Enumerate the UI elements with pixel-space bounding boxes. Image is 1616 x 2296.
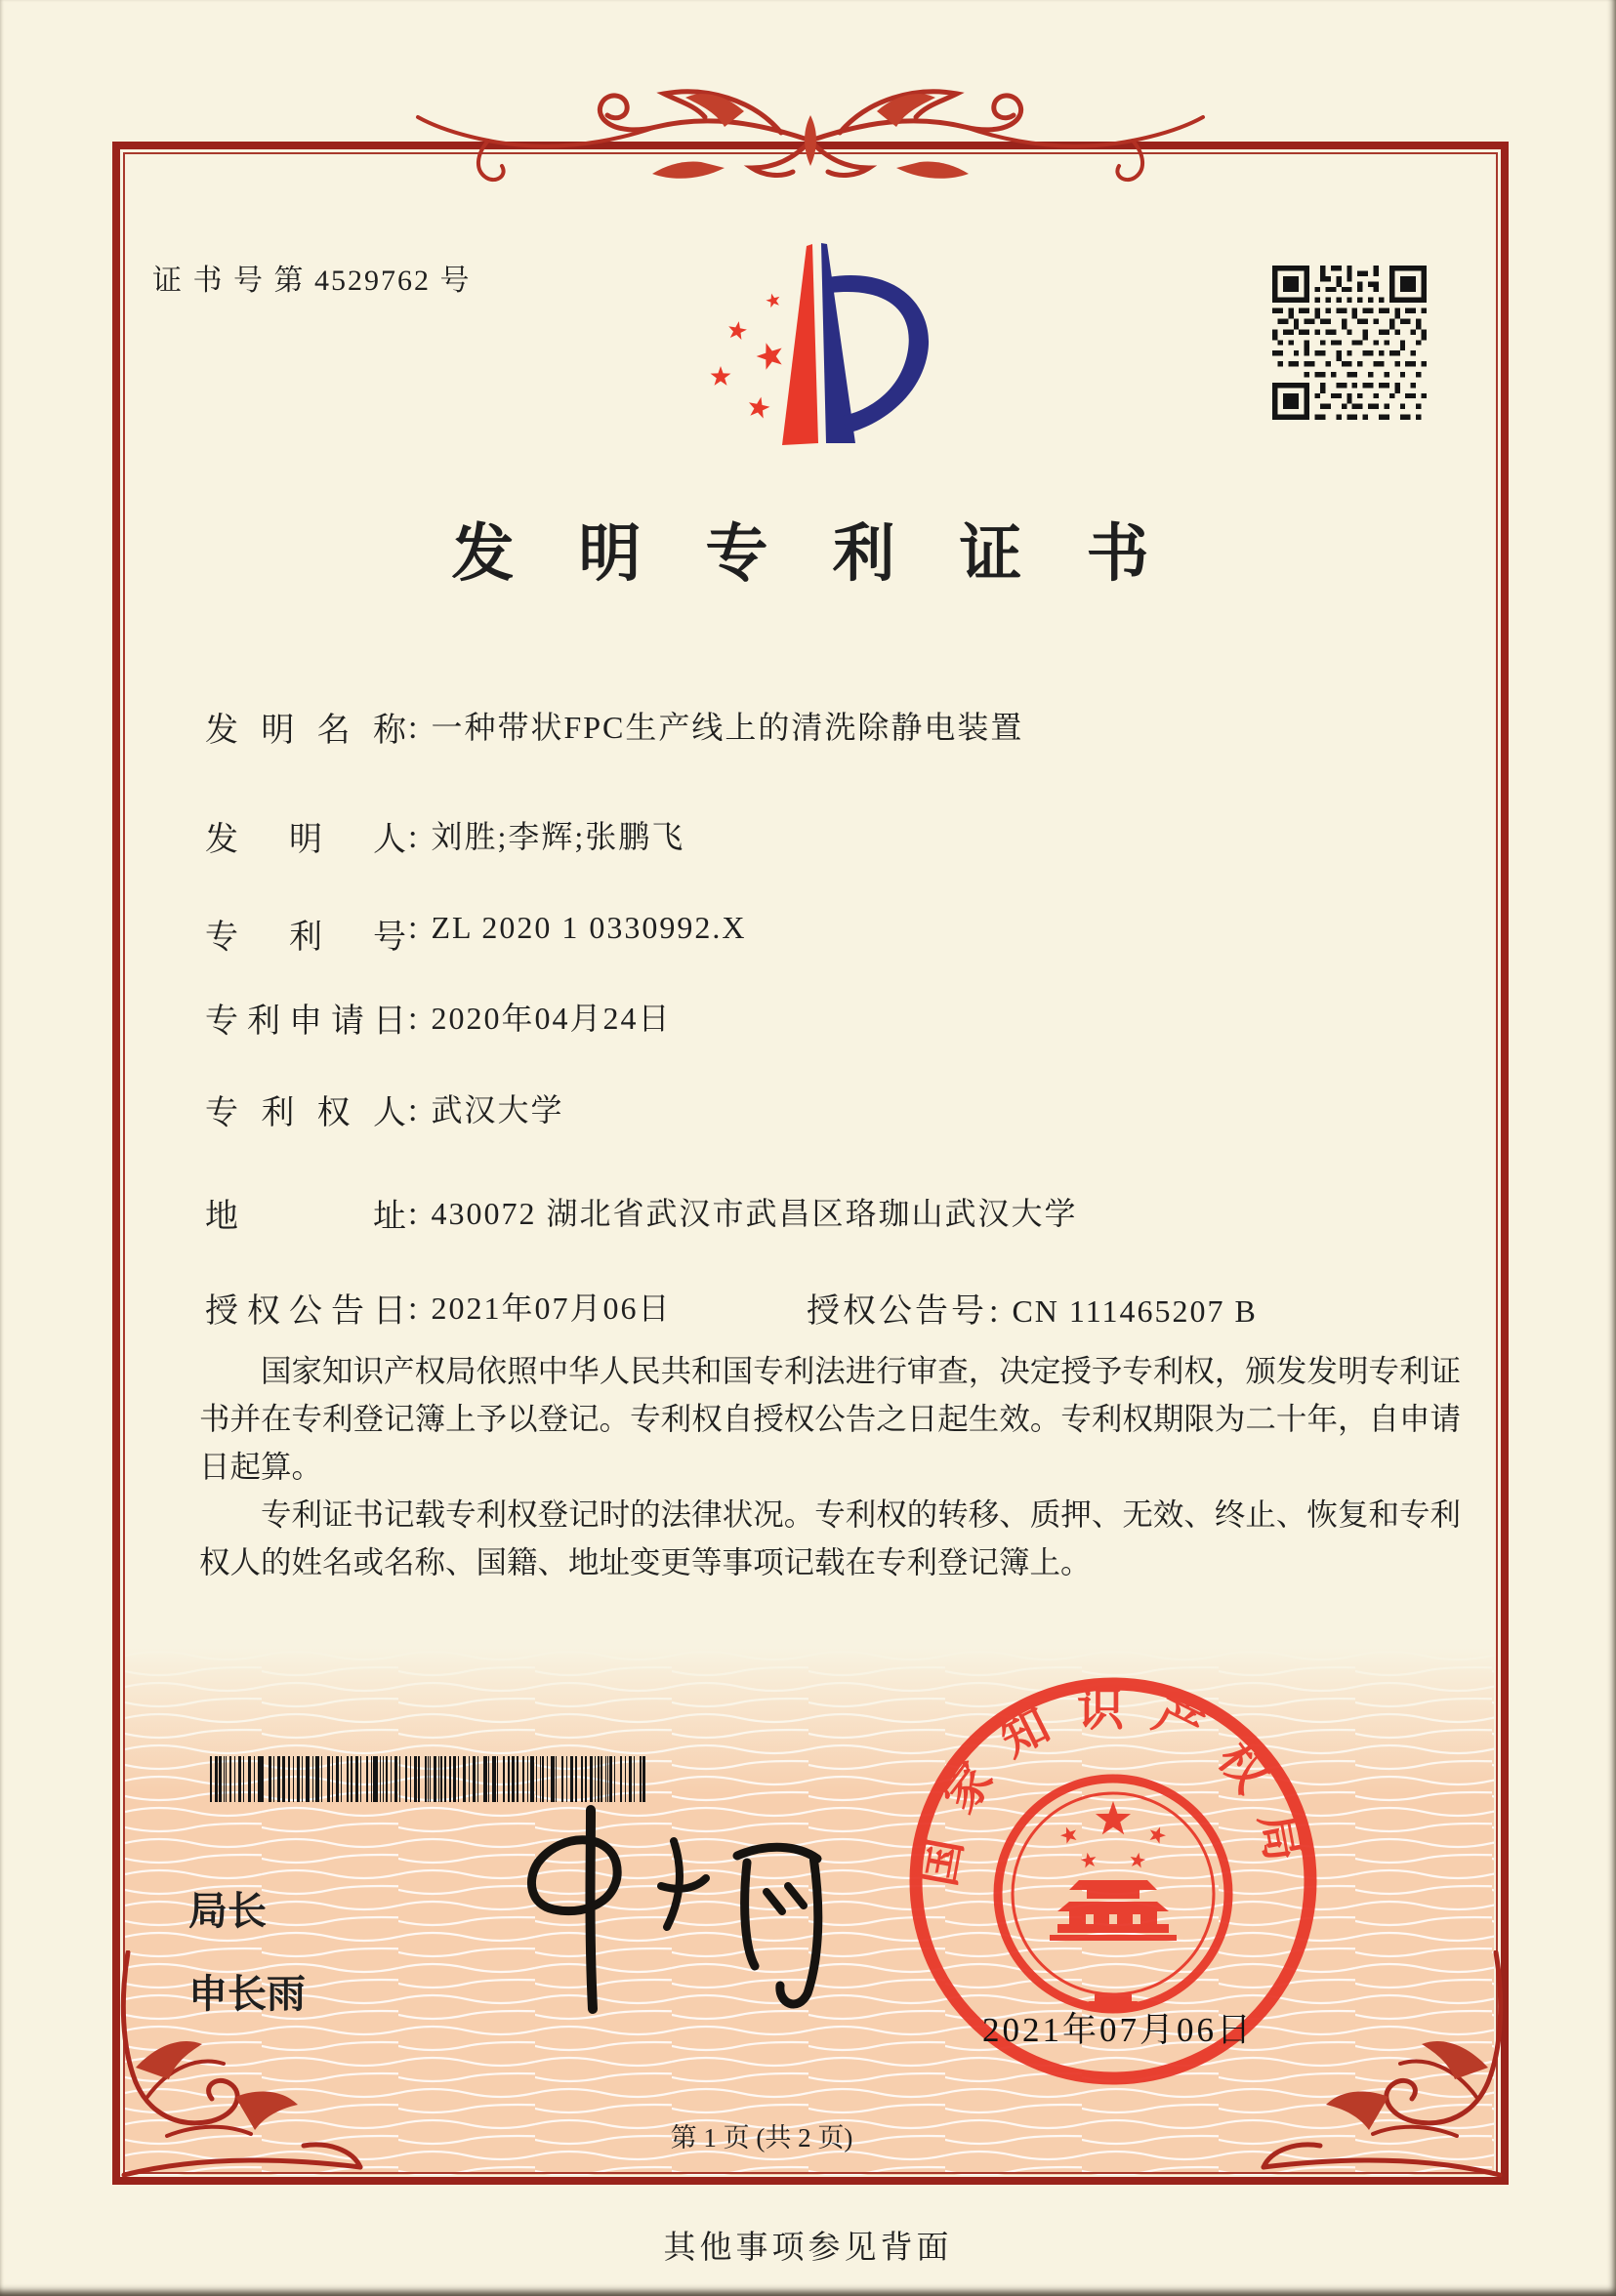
field-colon: : [989,1293,999,1330]
field-colon: : [408,1291,418,1327]
page-number: 第 1 页 (共 2 页) [670,2123,853,2152]
field-label: 专利号 [205,920,406,956]
field-row-inventors [205,812,684,857]
field-row-patentee [205,1086,563,1130]
field-value: CN 111465207 B [1012,1293,1258,1329]
back-note: 其他事项参见背面 [663,2231,953,2266]
field-colon: : [408,1001,418,1037]
seal-ring-text: 国家知识产权局 [912,1683,1314,1891]
officer-title: 局长 [188,1890,267,1933]
field-label: 授权公告日 [205,1293,406,1330]
field-label: 授权公告号 [807,1293,987,1330]
national-emblem [998,1779,1228,2009]
field-row-patent-number [205,910,746,955]
cnipa-logo-icon [679,230,972,455]
field-colon: : [408,819,418,855]
svg-text:国家知识产权局 [913,1684,1314,1890]
field-colon: : [408,1196,418,1232]
field-value: 刘胜;李辉;张鹏飞 [431,819,685,854]
field-label: 地址 [205,1199,406,1235]
legal-text-block [199,1347,1461,1586]
barcode [210,1756,647,1802]
field-colon: : [408,910,418,946]
field-value: 武汉大学 [431,1092,564,1128]
field-value: ZL 2020 1 0330992.X [431,910,747,945]
field-value: 2020年04月24日 [431,1001,672,1036]
officer-name: 申长雨 [188,1973,306,2016]
field-label: 发明人 [205,822,406,858]
legal-paragraph: 国家知识产权局依照中华人民共和国专利法进行审查，决定授予专利权，颁发发明专利证书并在专利登记簿上予以登记。专利权自授权公告之日起生效。专利权期限为二十年，自申请日起算。 [199,1354,1461,1484]
director-signature [444,1802,854,2041]
field-row-filing-date [205,994,671,1039]
field-colon: : [408,1092,418,1128]
seal-date: 2021年07月06日 [981,2011,1254,2049]
field-label: 发明名称 [205,713,406,749]
legal-paragraph: 专利证书记载专利权登记时的法律状况。专利权的转移、质押、无效、终止、恢复和专利权人的姓名或名称、国籍、地址变更等事项记载在专利登记簿上。 [199,1497,1461,1579]
field-row-invention-name [205,703,1023,748]
field-label: 专利权人 [205,1095,406,1131]
qr-code [1272,266,1427,420]
field-row-grant-date [205,1284,1465,1329]
field-row-address [205,1189,1077,1234]
field-label: 专利申请日 [205,1004,406,1040]
officer-block [188,1880,306,2019]
field-value: 一种带状FPC生产线上的清洗除静电装置 [431,710,1024,745]
top-flourish-ornament [408,74,1213,211]
field-value: 2021年07月06日 [431,1291,672,1326]
certificate-number: 证 书 号 第 4529762 号 [152,265,472,297]
field-colon: : [408,710,418,746]
certificate-title: 发明专利证书 [451,519,1214,589]
field-grant-publication [807,1284,1258,1332]
field-value: 430072 湖北省武汉市武昌区珞珈山武汉大学 [431,1196,1078,1231]
